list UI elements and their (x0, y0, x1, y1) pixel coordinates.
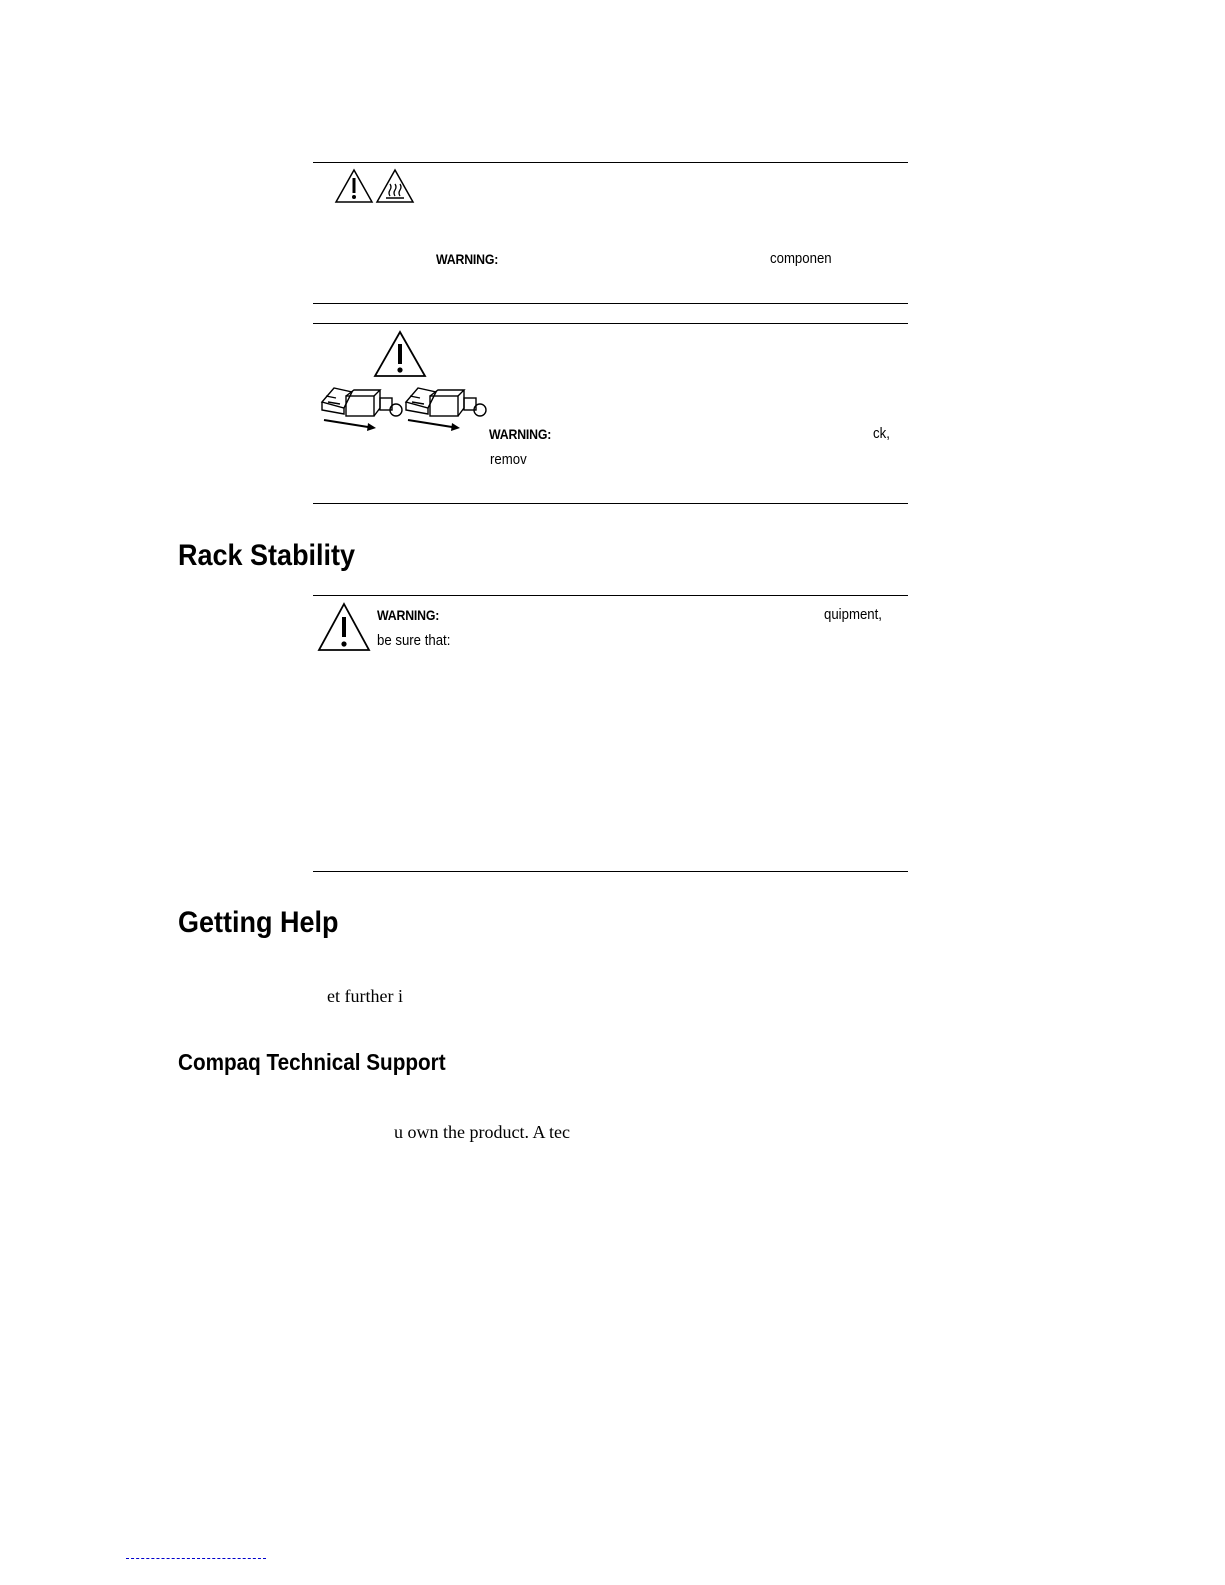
body-text-fragment: u own the product. A tec (394, 1122, 570, 1142)
subsection-heading-technical-support: Compaq Technical Support (178, 1049, 446, 1075)
hot-surface-icon (375, 168, 415, 204)
warning-2-bottom-rule (313, 503, 908, 504)
warning-1-top-rule (313, 162, 908, 163)
section-heading-rack-stability: Rack Stability (178, 539, 356, 572)
warning-text-fragment: ck, (873, 425, 890, 442)
section-heading-getting-help: Getting Help (178, 906, 339, 939)
footnote-divider (126, 1558, 266, 1559)
warning-label: WARNING: (377, 607, 440, 623)
body-text-fragment: et further i (327, 986, 403, 1006)
warning-2-top-rule (313, 323, 908, 324)
warning-text-fragment: quipment, (824, 606, 882, 623)
warning-1-bottom-rule (313, 303, 908, 304)
warning-text-fragment: remov (490, 451, 527, 468)
power-cord-unplug-icon (318, 382, 488, 434)
warning-3-bottom-rule (313, 871, 908, 872)
warning-triangle-icon (373, 330, 427, 378)
warning-text-fragment: be sure that: (377, 632, 451, 649)
warning-triangle-icon (317, 602, 371, 652)
warning-label: WARNING: (436, 251, 499, 267)
warning-3-top-rule (313, 595, 908, 596)
warning-text-fragment: componen (770, 250, 832, 267)
warning-label: WARNING: (489, 426, 552, 442)
warning-triangle-icon (334, 168, 374, 204)
